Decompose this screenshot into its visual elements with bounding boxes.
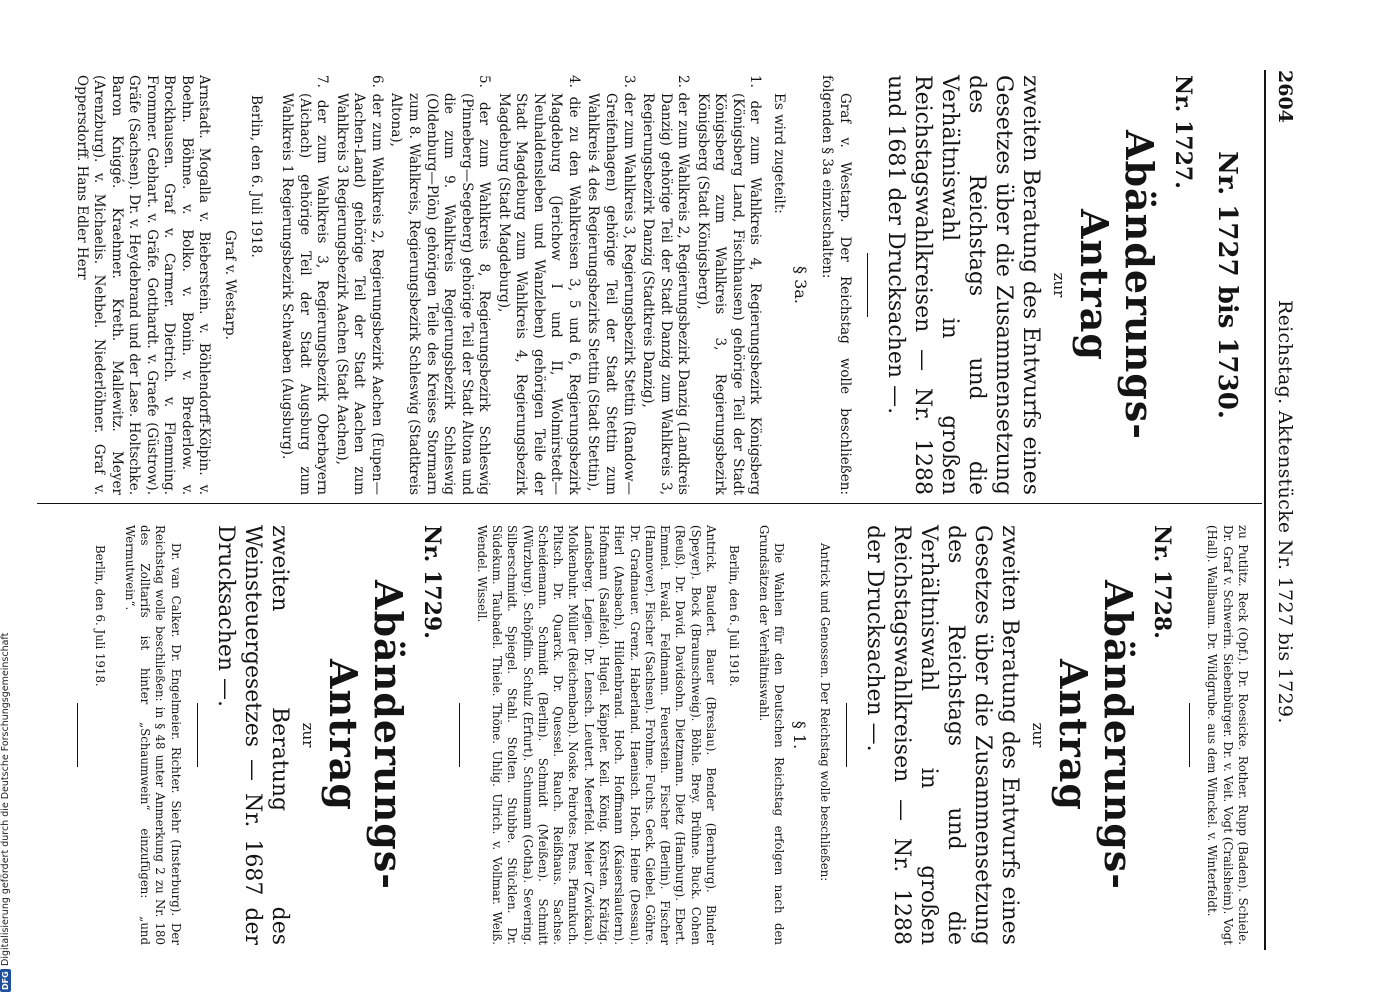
date-1729: Berlin, den 6. Juli 1918. <box>93 545 108 687</box>
dfg-logo: DFG <box>1 971 10 990</box>
intro-1727: Graf v. Westarp. Der Reichstag wolle beschließen: folgenden § 3a einzuschalten: <box>819 75 853 495</box>
document-number-1729: Nr. 1729. <box>418 525 445 639</box>
list-item: 6. der zum Wahlkreis 2, Regierungsbezirk Aachen (Eupen—Aachen-Land) gehörige Teil der Stadt Aachen zum Wahlkreis 3 Regierungsbezirk Aachen (Stadt Aachen), <box>333 75 385 495</box>
section-1: § 1. <box>789 720 809 750</box>
zur-1729: zur <box>298 722 317 748</box>
separator <box>77 703 78 767</box>
document-page <box>20 0 1310 1000</box>
zur-1727: zur <box>1050 272 1068 298</box>
text-1729: Dr. van Calker. Dr. Engelmeier. Richter. Siehr (Insterburg). Der Reichstag wolle beschließen: in § 48 unter Anmerkung 2 zu Nr. 180 des Zolltarifs ist hinter „Schaumwein“ einzufügen: „und Wermutwein“. <box>122 525 183 945</box>
list-item: 2. der zum Wahlkreis 2, Regierungsbezirk Danzig (Landkreis Danzig) gehörige Teil der Stadt Danzig zum Wahlkreis 3, Regierungsbezirk Danzig (Stadtkreis Danzig), <box>640 75 692 495</box>
intro-1728: Antrick und Genossen. Der Reichstag wolle beschließen: <box>818 543 833 882</box>
running-title: Reichstag. Aktenstücke Nr. 1727 bis 1729. <box>1274 300 1296 724</box>
date-1728: Berlin, den 6. Juli 1918. <box>727 545 742 687</box>
separator <box>197 703 198 767</box>
left-column <box>70 75 1250 495</box>
antrag-title-1727: Abänderungs-Antrag <box>1072 129 1162 441</box>
list-item: 3. der zum Wahlkreis 3, Regierungsbezirk Stettin (Randow—Greifenhagen) gehörige Teil der Stadt Stettin zum Wahlkreis 4 des Regierungsbezirks Stettin (Stadt Stettin), <box>585 75 637 495</box>
subject-1728: zweiten Beratung des Entwurfs eines Gesetzes über die Zusammensetzung des Reichstags und die Verhältniswahl in großen Reichstagswahlkreisen — Nr. 1288 der Drucksachen —. <box>862 525 1023 945</box>
page-number: 2604 <box>1274 70 1296 123</box>
date-1727: Berlin, den 6. Juli 1918. <box>247 95 264 258</box>
column-divider <box>37 503 1262 504</box>
side-note <box>0 0 18 1000</box>
text-1728: Die Wahlen für den Deutschen Reichstag erfolgen nach den Grundsätzen der Verhältniswahl. <box>756 525 786 945</box>
document-number-1728: Nr. 1728. <box>1149 525 1176 639</box>
list-item: 1. der zum Wahlkreis 4, Regierungsbezirk Königsberg (Königsberg Land, Fischhausen) gehörige Teil der Stadt Königsberg zum Wahlkreis 3, Regierungsbezirk Königsberg (Stadt Königsberg), <box>694 75 764 495</box>
signatories-1728: Antrick. Baudert. Bauer (Breslau). Bender (Bernburg). Binder (Speyer). Bock (Braunschweig). Böhle. Brey. Brühne. Buck. Cohen (Reuß). Dr. David. Davidsohn. Dietzmann. Dietz (Hamburg). Ebert. Emmel. Ewald. Feldmann. Feuerstein. Fischer (Berlin). Fischer (Hannover). Fischer (Sachsen). Frohme. Fuchs. Geck. Giebel. Göhre. Dr. Gradnauer. Grenz. Haberland. Haenisch. Hoch. Heine (Dessau). Hierl (Ansbach). Hildenbrand. Hoch. Hoffmann (Kaiserslautern). Hofmann (Saalfeld). Hugel. Käppler. Keil. König. Körsten. Krätzig. Landsberg. Legien. Dr. Lensch. Leutert. Meerfeld. Meier (Zwickau). Molkenbuhr. Müller (Reichenbach). Noske. Peirotes. Pens. Pfannkuch. Piltsch. Dr. Quarck. Dr. Quessel. Rauch. Reißhaus. Sachse. Scheidemann. Schmidt (Berlin). Schmidt (Meißen). Schmitt (Würzburg). Schöpflin. Schulz (Erfurt). Schumann (Gotha). Severing. Silberschmidt. Spiegel. Stahl. Stolten. Stubbe. Stücklen. Dr. Südekum. Taubadel. Thiele. Thöne. Uhlig. Ulrich. v. Vollmar. Weiß. Wendel. Wissell. <box>474 525 719 945</box>
separator <box>867 253 868 317</box>
allocation-list <box>278 75 764 495</box>
right-column <box>70 525 1250 945</box>
header-rule <box>1264 70 1266 950</box>
separator <box>459 703 460 767</box>
page-header <box>1266 70 1300 950</box>
list-item: 4. die zu den Wahlkreisen 3, 5 und 6, Regierungsbezirk Magdeburg (Jerichow I und II, Wolmirstedt—Neuhaldensleben und Wanzleben) gehörigen Teile der Stadt Magdeburg zum Wahlkreis 4, Regierungsbezirk Magdeburg (Stadt Magdeburg), <box>495 75 582 495</box>
lead-1727: Es wird zugeteilt: <box>770 93 787 214</box>
list-item: 5. der zum Wahlkreis 8, Regierungsbezirk Schleswig (Pinneberg—Segeberg) gehörige Teil der Stadt Altona und die zum 9. Wahlkreis Regierungsbezirk Schleswig (Oldenburg—Plön) gehörigen Teile des Kreises Stormarn zum 8. Wahlkreis, Regierungsbezirk Schleswig (Stadtkreis Altona), <box>388 75 493 495</box>
antrag-title-1729: Abänderungs-Antrag <box>320 579 411 891</box>
section-3a: § 3a. <box>790 266 810 304</box>
funding-note <box>0 633 11 992</box>
subject-1727: zweiten Beratung des Entwurfs eines Gesetzes über die Zusammensetzung des Reichstags und die Verhältniswahl in großen Reichstagswahlkreisen — Nr. 1288 und 1681 der Drucksachen —. <box>883 75 1043 495</box>
signatories-1727: Arnstadt. Mogalla v. Bieberstein. v. Böhlendorff-Kölpin. v. Boehn. Böhme. v. Bolko. v. Bonin. v. Brederlow. v. Brockhausen. Graf v. Carmer. Dietrich. v. Flemming. Frommer. Gebhart. v. Gräfe. Gotthardt. v. Graefe (Güstrow). Gräfe (Sachsen). Dr. v. Heydebrand und der Lase. Holtschke. Baron Kniggé. Kraehmer. Kreth. Mallewitz. Meyer (Arenzburg). v. Michaelis. Nehbel. Niederlöhner. Graf v. Oppersdorff. Hans Edler Herr <box>73 75 213 495</box>
funding-text: Digitalisierung gefördert durch die Deutsche Forschungsgemeinschaft <box>0 633 11 967</box>
zur-1728: zur <box>1029 722 1048 748</box>
list-item: 7. der zum Wahlkreis 3, Regierungsbezirk Oberbayern (Aichach) gehörige Teil der Stadt Augsburg zum Wahlkreis 1 Regierungsbezirk Schwaben (Augsburg). <box>279 75 331 495</box>
signatories-continued: zu Putlitz. Reck (Opf.). Dr. Roesicke. Rother. Rupp (Baden). Schiele. Dr. Graf v. Schwerin. Siebenbürger. Dr. v. Veit. Vogt (Crailsheim). Vogt (Hall). Wallbaum. Dr. Wildgrube. aus dem Winckel. v. Winterfeldt. <box>1205 525 1250 945</box>
antrag-title-1728: Abänderungs-Antrag <box>1051 579 1142 891</box>
document-number-1727: Nr. 1727. <box>1170 75 1196 189</box>
separator <box>846 703 847 767</box>
range-title: Nr. 1727 bis 1730. <box>1212 151 1242 419</box>
signer-1727: Graf v. Westarp. <box>222 230 239 340</box>
separator <box>1189 703 1190 767</box>
subject-1729: zweiten Beratung des Weinsteuergesetzes — Nr. 1687 der Drucksachen —. <box>212 525 292 945</box>
